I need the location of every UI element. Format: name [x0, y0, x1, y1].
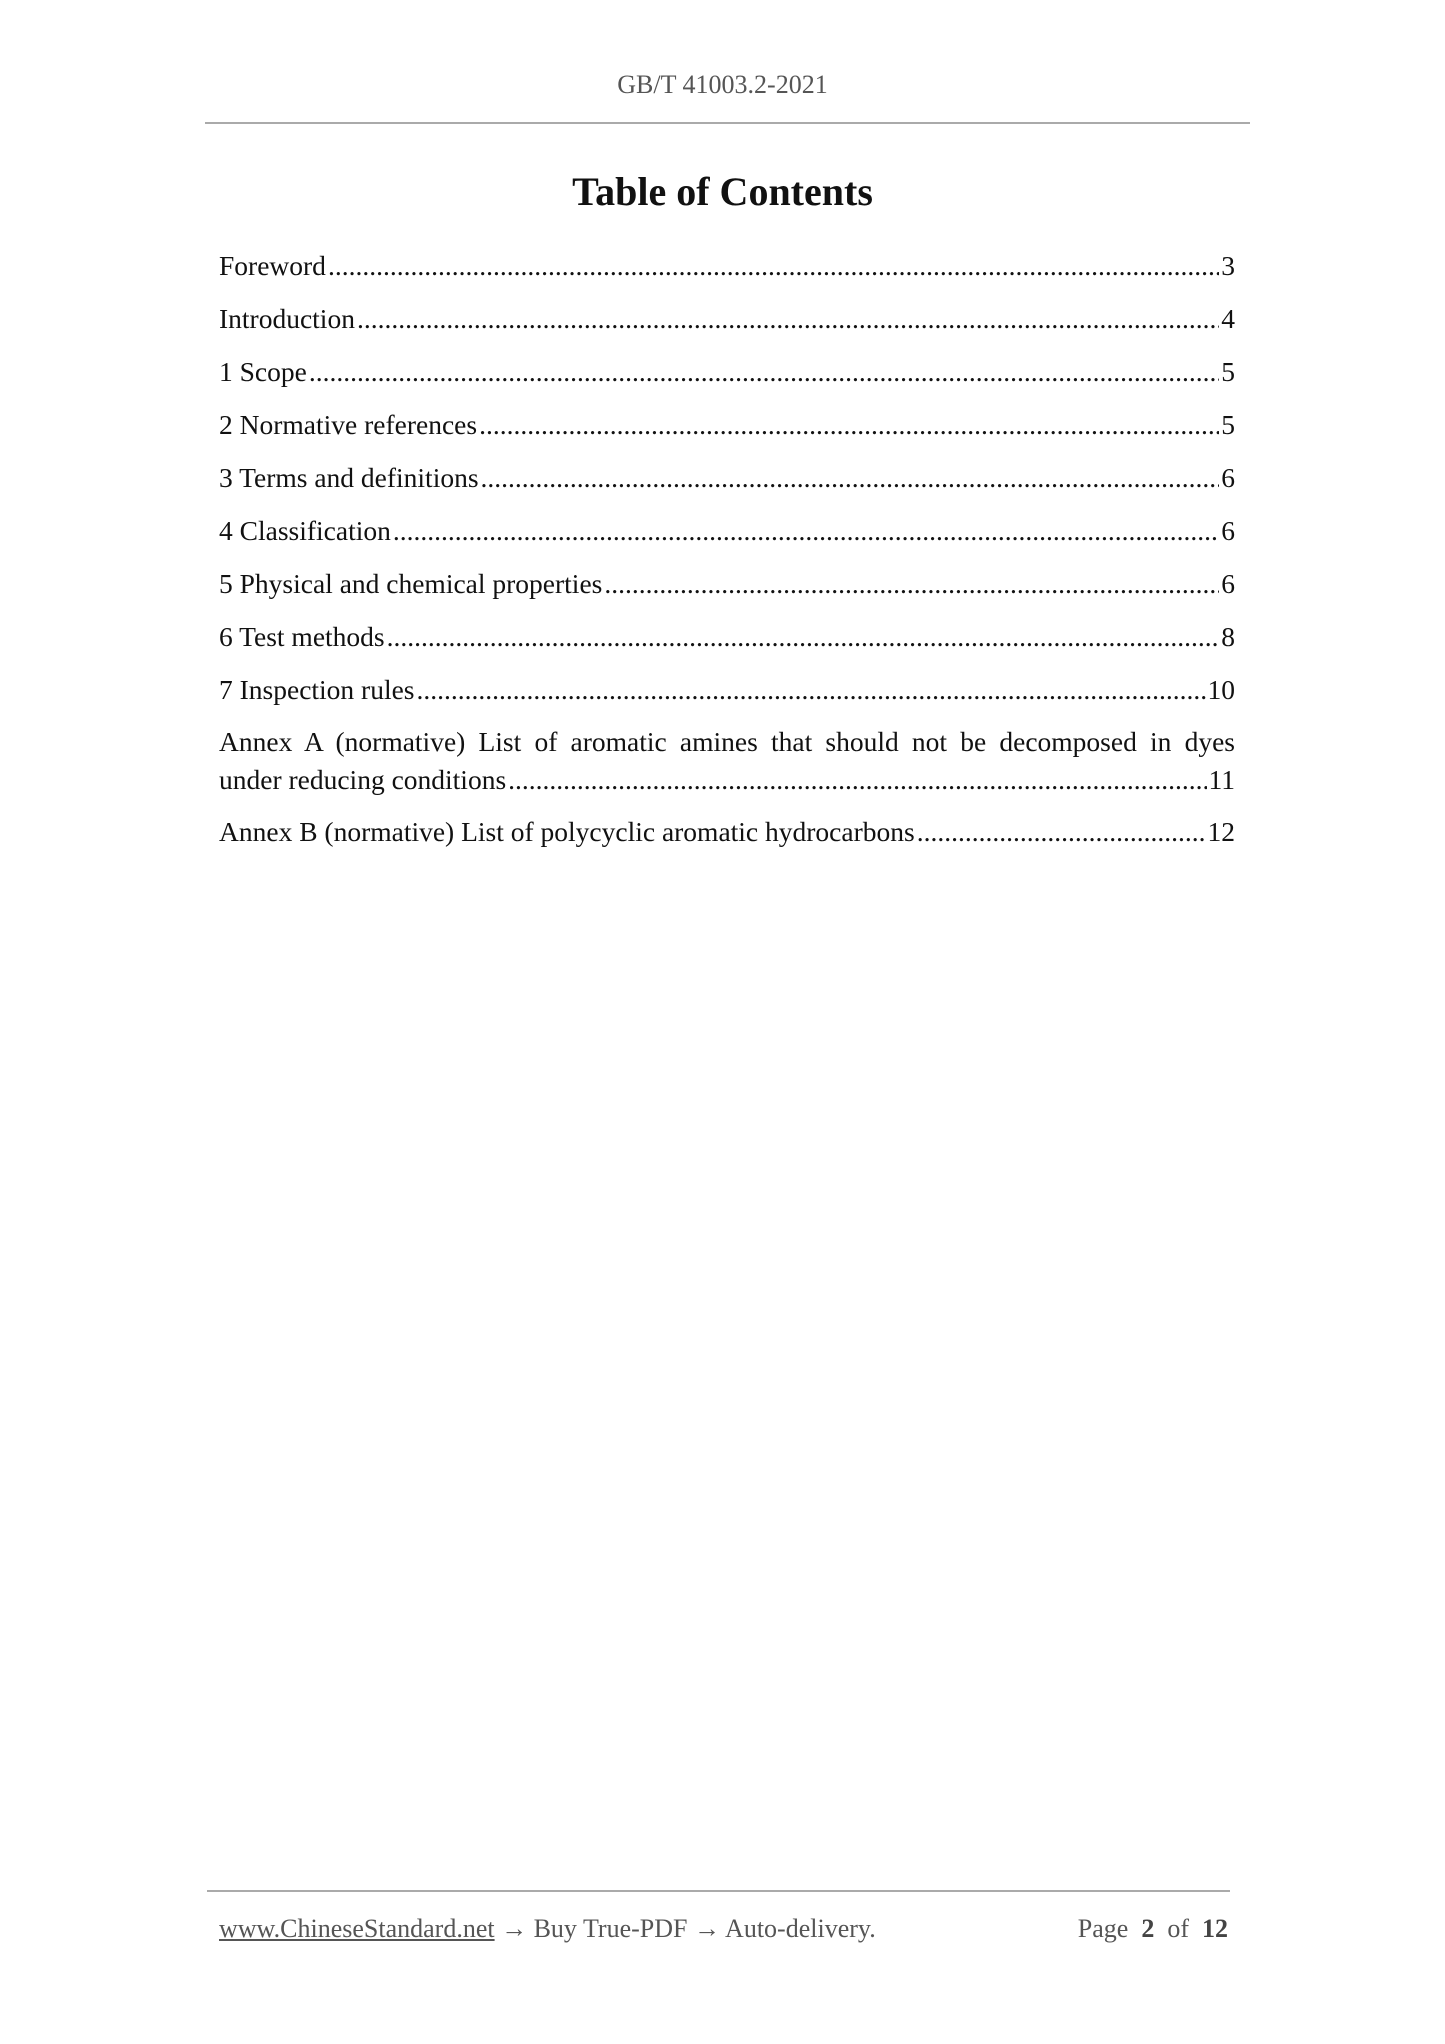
document-header: GB/T 41003.2-2021: [617, 70, 828, 99]
toc-entry-label: 2 Normative references: [219, 409, 478, 440]
toc-entry-label: 7 Inspection rules: [219, 674, 415, 705]
toc-entry-page: 3: [1221, 250, 1235, 281]
toc-entry-label-line1: Annex A (normative) List of aromatic amines that should not be decomposed in dyes: [219, 726, 1235, 757]
dot-leader: [387, 617, 1220, 657]
toc-entry[interactable]: [219, 246, 1235, 299]
toc-entry-label-line2: under reducing conditions: [219, 764, 507, 795]
website-link[interactable]: www.ChineseStandard.net: [219, 1914, 495, 1943]
toc-entry[interactable]: [219, 617, 1235, 670]
page-word: Page: [1077, 1914, 1129, 1943]
of-word: of: [1167, 1914, 1189, 1943]
toc-entry[interactable]: [219, 511, 1235, 564]
toc-entry-label: 1 Scope: [219, 356, 307, 387]
header-divider: [205, 122, 1250, 124]
page-total: 12: [1202, 1914, 1228, 1943]
page-footer: [219, 1914, 1228, 1944]
toc-entry-page: 4: [1221, 303, 1235, 334]
toc-entry-page: 8: [1221, 621, 1235, 652]
dot-leader: [309, 352, 1219, 392]
dot-leader: [481, 458, 1220, 498]
dot-leader: [917, 812, 1206, 852]
toc-entry-label: 6 Test methods: [219, 621, 385, 652]
toc-entry[interactable]: [219, 299, 1235, 352]
toc-entry-page: 6: [1221, 462, 1235, 493]
toc-entry-page: 12: [1207, 816, 1235, 847]
dot-leader: [328, 246, 1219, 286]
toc-entry[interactable]: [219, 405, 1235, 458]
footer-divider: [207, 1890, 1230, 1892]
toc-entry-label: 4 Classification: [219, 515, 391, 546]
dot-leader: [508, 761, 1206, 799]
dot-leader: [393, 511, 1219, 551]
page-indicator: [1078, 1914, 1228, 1944]
toc-entry[interactable]: [219, 670, 1235, 723]
toc-entry-label: 5 Physical and chemical properties: [219, 568, 603, 599]
toc-entry-page: 5: [1221, 356, 1235, 387]
dot-leader: [417, 670, 1206, 710]
toc-entry-page: 11: [1208, 764, 1235, 795]
dot-leader: [357, 299, 1219, 339]
toc-entry-page: 5: [1221, 409, 1235, 440]
dot-leader: [604, 564, 1219, 604]
toc-entry-page: 10: [1207, 674, 1235, 705]
toc-entry[interactable]: [219, 352, 1235, 405]
footer-text: → Buy True-PDF → Auto-delivery.: [494, 1914, 876, 1943]
toc-entry-label: Introduction: [219, 303, 355, 334]
page-title: Table of Contents: [572, 169, 873, 214]
toc-entry-label: Annex B (normative) List of polycyclic aromatic hydrocarbons: [219, 816, 915, 847]
toc-entry-page: 6: [1221, 515, 1235, 546]
toc-entry-annex-b[interactable]: [219, 812, 1235, 865]
toc-entry-annex-a[interactable]: [219, 723, 1235, 799]
table-of-contents: [219, 246, 1235, 865]
dot-leader: [479, 405, 1219, 445]
toc-entry-label: 3 Terms and definitions: [219, 462, 479, 493]
toc-entry[interactable]: [219, 458, 1235, 511]
toc-entry[interactable]: [219, 564, 1235, 617]
toc-entry-label: Foreword: [219, 250, 326, 281]
page-current: 2: [1141, 1914, 1155, 1943]
toc-entry-page: 6: [1221, 568, 1235, 599]
